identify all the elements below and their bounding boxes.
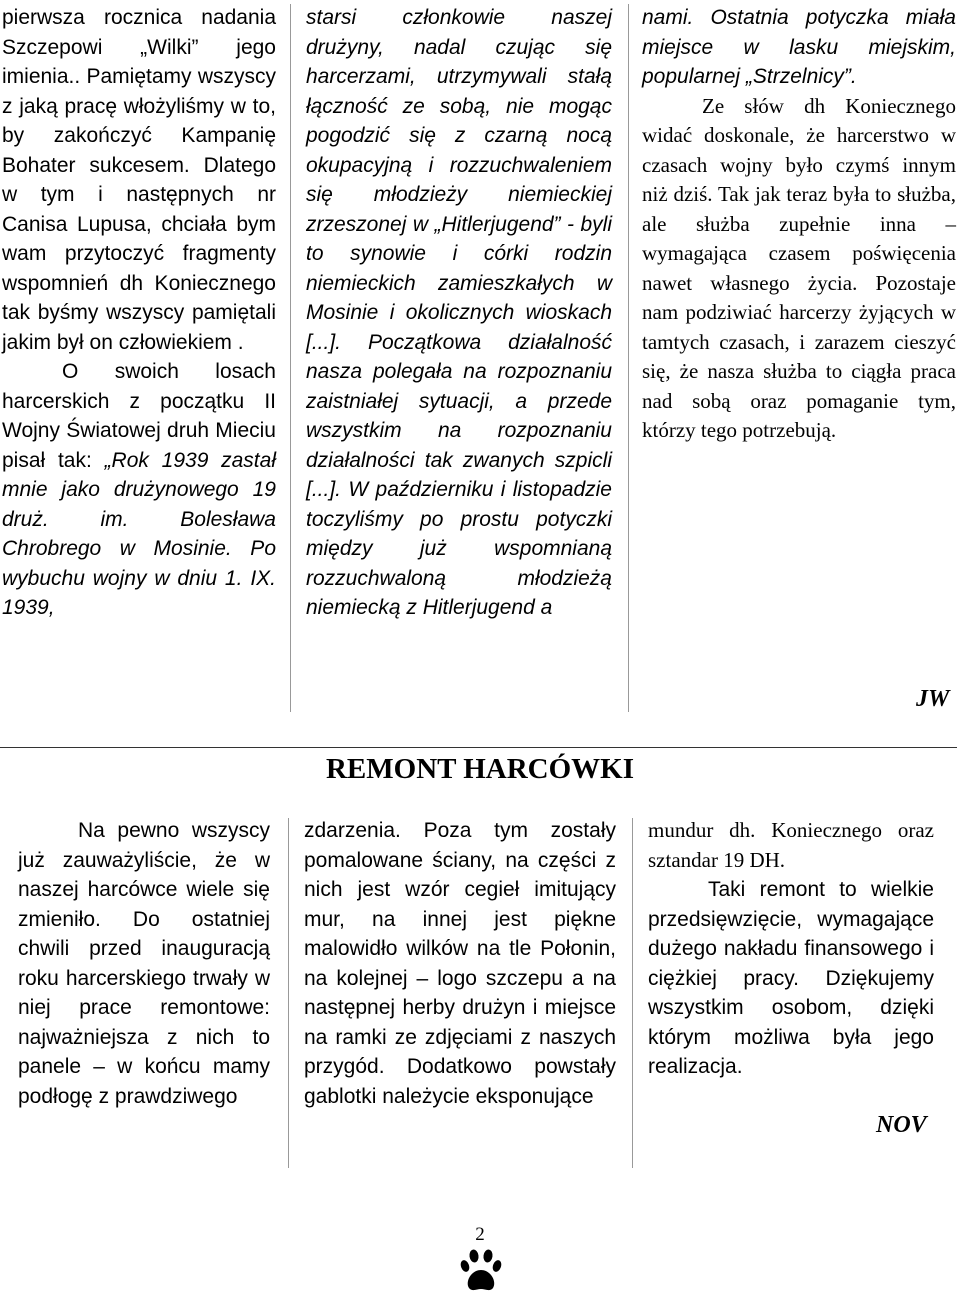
column-divider [288, 818, 289, 1168]
article2-column-1 [18, 816, 270, 1111]
section-divider [0, 747, 957, 748]
column-divider [290, 4, 291, 712]
article1-column-1 [2, 3, 276, 623]
column-divider [628, 4, 629, 712]
article1-quote-continued: starsi członkowie naszej drużyny, nadal czując się harcerzami, utrzymywali stałą łączność ze sobą, nie mogąc pogodzić się z czarną nocą okupacyjną i rozzuchwaleniem się młodzieży niemieckiej zrzeszonej w „Hitlerjugend” - byli to synowie i córki rodzin niemieckich zamieszkałych w Mosinie i okolicznych wioskach [...]. Początkowa działalność nasza polegała na rozpoznaniu zaistniałej sytuacji, a przede wszystkim na rozpoznaniu działalności tak zwanych szpicli [...]. W październiku i listopadzie toczyliśmy po prostu potyczki między już wspomnianą rozzuchwaloną młodzieżą niemiecką z Hitlerjugend a [306, 6, 612, 619]
article2-paragraph-3: mundur dh. Koniecznego oraz sztandar 19 DH. [648, 818, 934, 872]
article1-paragraph-2-text: O swoich losach harcerskich z początku II Wojny Światowej druh Mieciu pisał tak: [2, 360, 276, 472]
article2-column-2 [304, 816, 616, 1111]
article1-quote-start: „Rok 1939 zastał mnie jako drużynowego 19 druż. im. Bolesława Chrobrego w Mosinie. Po wybuchu wojny w dniu 1. IX. 1939, [2, 448, 276, 619]
article1-column-3 [642, 3, 956, 446]
article1-paragraph-2 [2, 357, 276, 623]
article1-paragraph-1: pierwsza rocznica nadania Szczepowi „Wilki” jego imienia.. Pamiętamy wszyscy z jaką pracę włożyliśmy w to, by zakończyć Kampanię Bohater sukcesem. Dlatego w tym i następnych nr Canisa Lupusa, chciała bym wam przytoczyć fragmenty wspomnień dh Koniecznego tak byśmy wszyscy pamiętali jakim był on człowiekiem . [2, 6, 276, 354]
article2-title: REMONT HARCÓWKI [325, 753, 634, 785]
article1-paragraph-3: Ze słów dh Koniecznego widać doskonale, że harcerstwo w czasach wojny było czymś innym niż dziś. Tak jak teraz była to służba, ale służba zupełnie inna – wymagająca czasem poświęcenia nawet własnego życia. Pozostaje nam podziwiać harcerzy żyjących w tamtych czasach, i zarazem cieszyć się, że nasza służba to ciągła praca nad sobą oraz pomaganie tym, którzy tego potrzebują. [642, 93, 956, 442]
article2-signature: NOV [876, 1112, 927, 1138]
article1-quote-end: nami. Ostatnia potyczka miała miejsce w lasku miejskim, popularnej „Strzelnicy”. [642, 6, 956, 88]
page-number: 2 [475, 1224, 485, 1245]
column-divider [632, 818, 633, 1168]
article2-column-3 [648, 816, 934, 1082]
article2-paragraph-2: zdarzenia. Poza tym zostały pomalowane ściany, na części z nich jest wzór cegieł imitujący mur, na innej jest piękne malowidło wilków na tle Połonin, na kolejnej – logo szczepu a na następnej herby drużyn i miejsce na ramki ze zdjęciami z naszych przygód. Dodatkowo powstały gablotki należycie eksponujące [304, 819, 616, 1108]
article1-column-2 [306, 3, 612, 623]
article2-paragraph-4: Taki remont to wielkie przedsięwzięcie, wymagające dużego nakładu finansowego i ciężkiej pracy. Dziękujemy wszystkim osobom, dzięki którym możliwa była jego realizacja. [648, 878, 934, 1078]
paw-print-icon [459, 1248, 503, 1294]
article2-paragraph-1: Na pewno wszyscy już zauważyliście, że w naszej harcówce wiele się zmieniło. Do ostatniej chwili przed inauguracją roku harcerskiego trwały w niej prace remontowe: najważniejsza z nich to panele – w końcu mamy podłogę z prawdziwego [18, 819, 270, 1108]
article1-signature: JW [916, 686, 950, 712]
